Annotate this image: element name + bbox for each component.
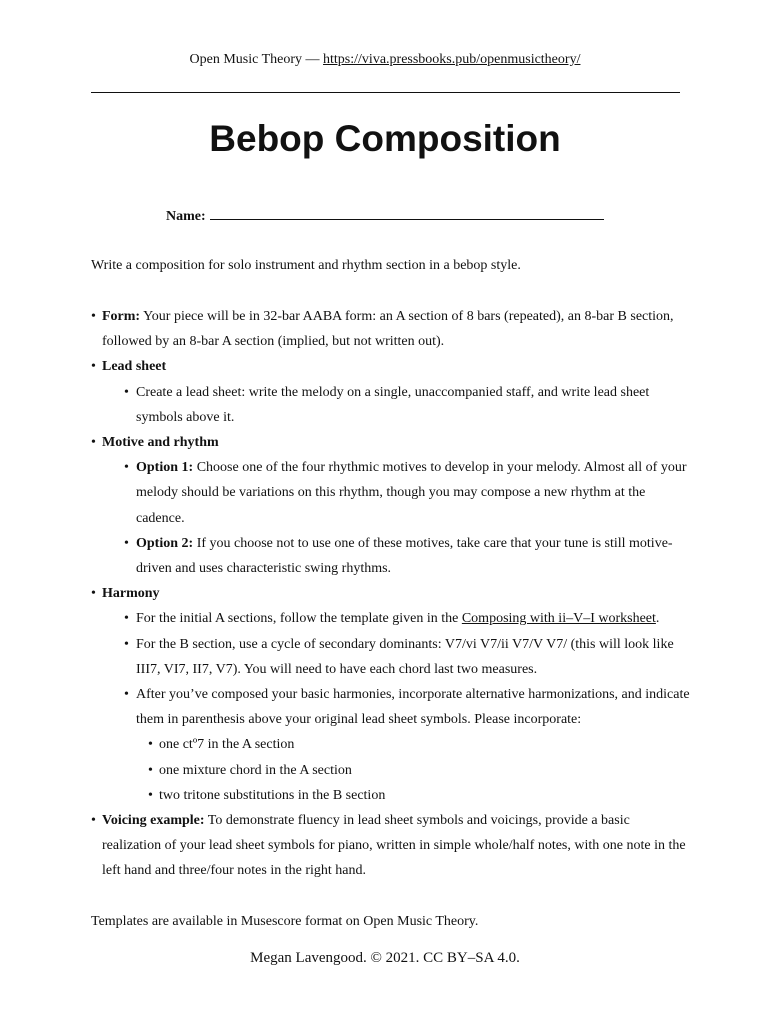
list-item-form [91,304,691,354]
harmony-b-text: For the B section, use a cycle of secondary dominants: V7/vi V7/ii V7/V V7/ (this will look like III7, VI7, II7, V7). You will need to have each chord last two measures. [136,636,674,677]
harmony-sub-text: one ctº7 in the A section [159,737,295,753]
harmony-label: Harmony [102,586,160,602]
option-2-label: Option 2: [136,535,194,551]
form-text: Your piece will be in 32-bar AABA form: an A section of 8 bars (repeated), an 8-bar B section, followed by an 8-bar A section (implied, but not written out). [102,309,674,350]
page-footer: Megan Lavengood. © 2021. CC BY–SA 4.0. [250,950,520,966]
lead-sheet-sub-item [124,380,691,430]
page-title: Bebop Composition [209,118,561,159]
harmony-a-suffix: . [655,611,660,627]
intro-paragraph: Write a composition for solo instrument and rhythm section in a bebop style. [91,258,521,273]
header-url-link[interactable]: https://viva.pressbooks.pub/openmusictheory/ [323,52,581,67]
voicing-label: Voicing example: [102,813,205,829]
motive-label: Motive and rhythm [102,435,219,451]
name-label: Name: [166,209,206,224]
option-2-item [124,531,691,581]
list-item-motive [91,430,691,581]
list-item-voicing [91,808,691,884]
harmony-b-section-item [124,632,691,682]
harmony-alternative-item [124,682,691,808]
list-item-lead-sheet [91,354,691,430]
worksheet-link[interactable]: Composing with ii–V–I worksheet [461,611,656,627]
option-2-text: If you choose not to use one of these motives, take care that your tune is still motive-driven and uses characteristic swing rhythms. [136,535,673,577]
harmony-sub-text: one mixture chord in the A section [159,762,352,778]
page-header [0,52,770,68]
harmony-alt-text: After you’ve composed your basic harmonies, incorporate alternative harmonizations, and indicate them in parenthesis above your original lead sheet symbols. Please incorporate: [136,687,690,728]
harmony-sub-item [148,783,691,808]
list-item-harmony [91,581,691,808]
harmony-sub-text: two tritone substitutions in the B section [159,787,386,803]
lead-sheet-label: Lead sheet [102,359,167,375]
harmony-sub-item [148,732,691,757]
requirements-list [91,304,691,884]
header-rule [91,92,680,93]
templates-note: Templates are available in Musescore format on Open Music Theory. [91,914,479,929]
voicing-text: To demonstrate fluency in lead sheet symbols and voicings, provide a basic realization of your lead sheet symbols for piano, written in simple whole/half notes, with one note in the left hand and three/four notes in the right hand. [102,813,686,879]
option-1-item [124,455,691,531]
header-site-name: Open Music Theory — [189,52,324,67]
harmony-sub-item [148,758,691,783]
name-field[interactable] [166,207,604,225]
harmony-a-prefix: For the initial A sections, follow the template given in the [136,611,462,627]
option-1-label: Option 1: [136,460,194,476]
harmony-a-section-item [124,606,691,631]
lead-sheet-text: Create a lead sheet: write the melody on a single, unaccompanied staff, and write lead sheet symbols above it. [136,384,650,425]
form-label: Form: [102,309,141,324]
option-1-text: Choose one of the four rhythmic motives to develop in your melody. Almost all of your melody should be variations on this rhythm, though you may compose a new rhythm at the cadence. [136,460,687,526]
name-blank-line[interactable] [210,207,604,220]
